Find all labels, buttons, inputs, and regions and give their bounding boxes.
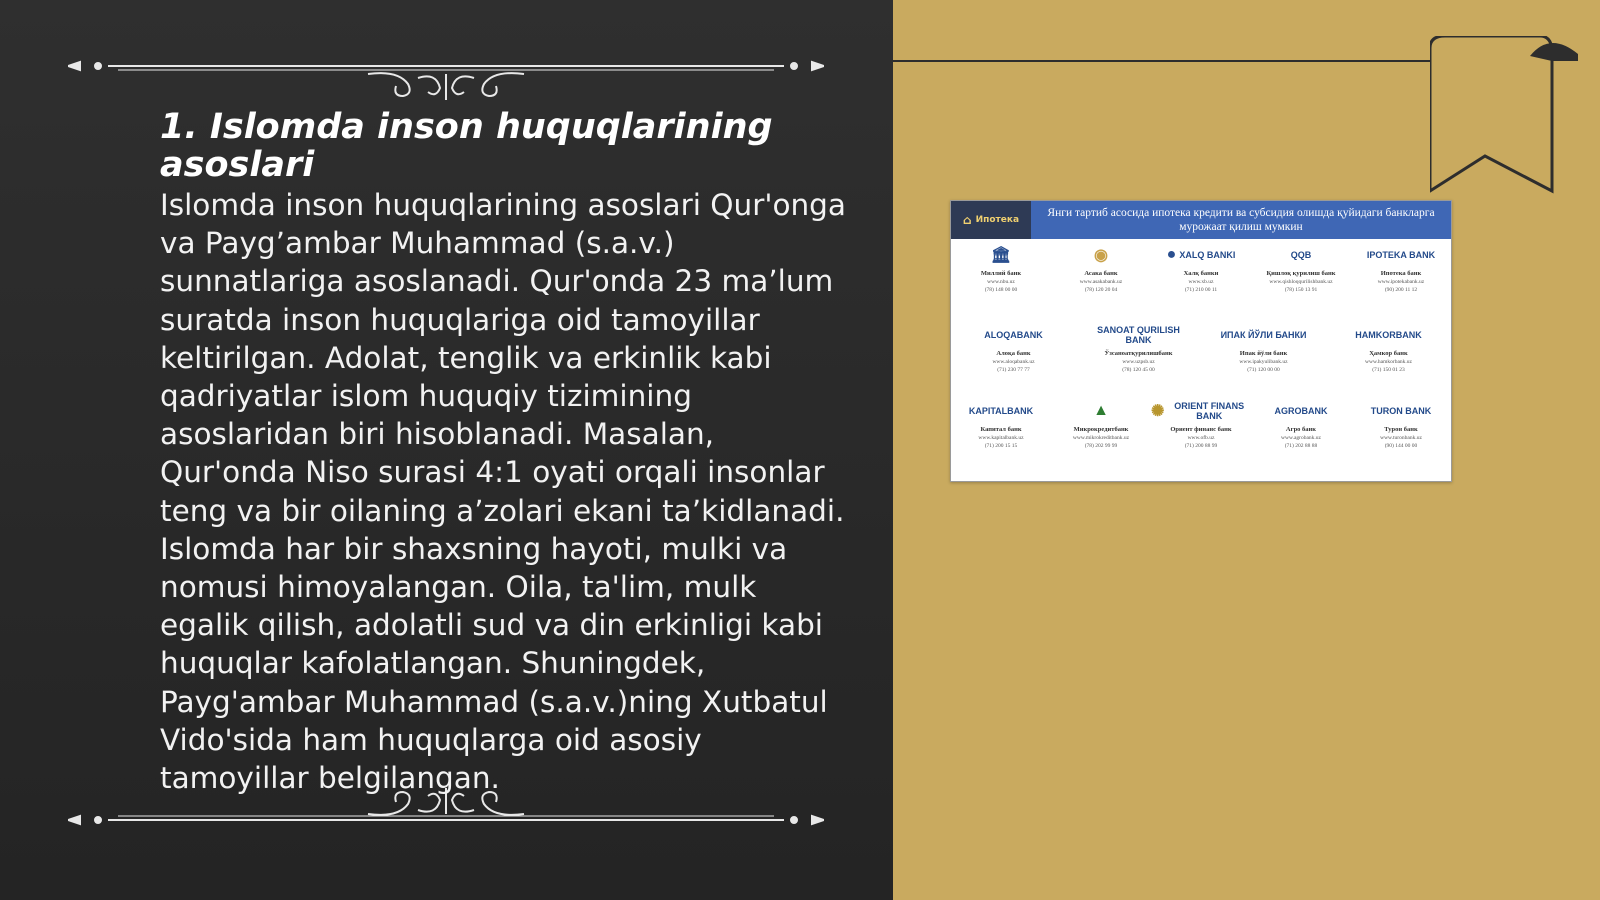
triangle-icon: ▲ <box>1093 402 1109 419</box>
bank-logo-text: IPOTEKA BANK <box>1366 250 1436 260</box>
ribbon-bookmark-icon <box>1430 36 1600 201</box>
decorative-line <box>893 60 1433 62</box>
bank-info: (78) 150 13 91 <box>1284 287 1318 293</box>
bank-logo <box>1051 397 1151 425</box>
bank-logo-text: HAMKORBANK <box>1355 330 1422 340</box>
bank-logo <box>951 241 1051 269</box>
bank-item <box>1051 397 1151 450</box>
bank-info: www.xb.uz <box>1188 279 1214 285</box>
bank-logo <box>964 321 1064 349</box>
bank-logo-text: ИПАК ЙЎЛИ БАНКИ <box>1220 330 1307 340</box>
bank-info: (71) 202 88 88 <box>1284 443 1318 449</box>
bank-name: Алоқа банк <box>996 350 1031 357</box>
bank-logo-text: QQB <box>1290 250 1312 260</box>
bank-name: Халқ банки <box>1183 270 1219 277</box>
bank-info: www.agrobank.uz <box>1281 435 1321 441</box>
bank-name: Ҳамкор банк <box>1369 350 1408 357</box>
bank-info: (78) 148 00 00 <box>984 287 1018 293</box>
bank-logo-text: TURON BANK <box>1370 406 1432 416</box>
building-icon: 🏛 <box>990 247 1012 264</box>
bank-info: (78) 202 99 99 <box>1084 443 1118 449</box>
globe-icon: ● <box>1166 246 1177 263</box>
bank-info: (78) 120 45 00 <box>1122 367 1155 373</box>
slide-title: 1. Islomda inson huquqlarining asoslari <box>160 107 773 185</box>
bank-name: Агро банк <box>1285 426 1317 433</box>
bank-info: (90) 200 11 12 <box>1384 287 1418 293</box>
bank-logo <box>1151 241 1251 269</box>
bank-logo-text: AGROBANK <box>1274 406 1328 416</box>
bank-info: www.aloqabank.uz <box>992 359 1035 365</box>
bank-item <box>1151 397 1251 450</box>
bank-logo-text: ALOQABANK <box>984 330 1043 340</box>
bank-name: Асака банк <box>1084 270 1118 277</box>
ornament-top-divider <box>68 52 824 102</box>
bank-info: www.uzpsb.uz <box>1122 359 1155 365</box>
bank-name: Турон банк <box>1384 426 1418 433</box>
bank-item <box>1351 397 1451 450</box>
bank-info: www.nbu.uz <box>987 279 1015 285</box>
bank-item <box>1251 241 1351 294</box>
bank-info: www.ofb.uz <box>1187 435 1215 441</box>
bank-item <box>1089 321 1189 374</box>
bank-item <box>951 397 1051 450</box>
coin-icon: ◉ <box>1094 247 1108 264</box>
bank-logo <box>1051 241 1151 269</box>
bank-info: (71) 200 88 99 <box>1184 443 1218 449</box>
bank-logo-text: SANOAT QURILISH BANK <box>1097 325 1180 345</box>
bank-name: Ипотека банк <box>1380 270 1422 277</box>
bank-info: (71) 120 00 00 <box>1247 367 1280 373</box>
card-header-logo <box>951 201 1031 239</box>
bank-logo <box>951 397 1051 425</box>
bank-grid <box>951 239 1451 481</box>
bank-name: Микрокредитбанк <box>1073 426 1129 433</box>
bank-info: (71) 150 01 23 <box>1372 367 1405 373</box>
bank-item <box>1339 321 1439 374</box>
bank-name: Ипак йўли банк <box>1239 350 1288 357</box>
bank-info: www.turonbank.uz <box>1380 435 1422 441</box>
bank-name: Ўзсаноатқурилишбанк <box>1104 350 1173 357</box>
bank-info: www.ipakyulibank.uz <box>1239 359 1288 365</box>
bank-logo <box>1151 397 1251 425</box>
bank-logo-text: XALQ BANKI <box>1179 250 1236 260</box>
bank-info: (71) 230 77 77 <box>997 367 1030 373</box>
bank-info: www.kapitalbank.uz <box>978 435 1024 441</box>
bank-info: www.asakabank.uz <box>1079 279 1123 285</box>
bank-logo-text: KAPITALBANK <box>968 406 1034 416</box>
bank-logo <box>1351 241 1451 269</box>
bank-info: (90) 144 00 00 <box>1384 443 1418 449</box>
house-icon: ⌂ <box>962 213 972 227</box>
bank-info: (71) 210 00 11 <box>1184 287 1218 293</box>
card-caption: Янги тартиб асосида ипотека кредити ва субсидия олишда қуйидаги банкларга мурожаат қилиш мумкин <box>1047 207 1435 233</box>
bank-info: www.mikrokreditbank.uz <box>1072 435 1130 441</box>
bank-info: www.hamkorbank.uz <box>1365 359 1412 365</box>
bank-info: (71) 200 15 15 <box>984 443 1018 449</box>
bank-logo <box>1251 397 1351 425</box>
bank-info: www.ipotekabank.uz <box>1377 279 1425 285</box>
bank-name: Миллий банк <box>980 270 1022 277</box>
bank-logo <box>1089 321 1189 349</box>
bank-item <box>1151 241 1251 294</box>
bank-info: (78) 120 20 04 <box>1084 287 1118 293</box>
bank-name: Қишлоқ қурилиш банк <box>1266 270 1336 277</box>
star-icon: ✺ <box>1151 403 1165 420</box>
bank-list-image <box>950 200 1452 482</box>
bank-name: Капитал банк <box>980 426 1022 433</box>
bank-name: Ориент финанс банк <box>1170 426 1232 433</box>
bank-logo <box>1214 321 1314 349</box>
bank-item <box>1051 241 1151 294</box>
bank-item <box>951 241 1051 294</box>
bank-item <box>1351 241 1451 294</box>
bank-item <box>1251 397 1351 450</box>
bank-item <box>964 321 1064 374</box>
slide-body-text: Islomda inson huquqlarining asoslari Qur'onga va Payg’ambar Muhammad (s.a.v.) sunnatlariga asoslanadi. Qur'onda 23 ma’lum suratda inson huquqlariga oid tamoyillar keltirilgan. Adolat, tenglik va erkinlik kabi qadriyatlar islom huquqiy tizimining asoslaridan biri hisoblanadi. Masalan, Qur'onda Niso surasi 4:1 oyati orqali insonlar teng va bir oilaning a’zolari ekani ta’kidlanadi. Islomda har bir shaxsning hayoti, mulki va nomusi himoyalangan. Oila, ta'lim, mulk egalik qilish, adolatli sud va din erkinligi kabi huquqlar kafolatlangan. Shuningdek, Payg'ambar Muhammad (s.a.v.)ning Xutbatul Vido'sida ham huquqlarga oid asosiy tamoyillar belgilangan. <box>160 188 846 796</box>
bank-info: www.qishloqqurilishbank.uz <box>1269 279 1333 285</box>
bank-logo <box>1251 241 1351 269</box>
card-header <box>951 201 1451 239</box>
card-header-logo-text: Ипотека <box>975 215 1020 225</box>
bank-logo-text: ORIENT FINANS BANK <box>1174 401 1245 421</box>
bank-item <box>1214 321 1314 374</box>
bank-logo <box>1351 397 1451 425</box>
bank-logo <box>1339 321 1439 349</box>
